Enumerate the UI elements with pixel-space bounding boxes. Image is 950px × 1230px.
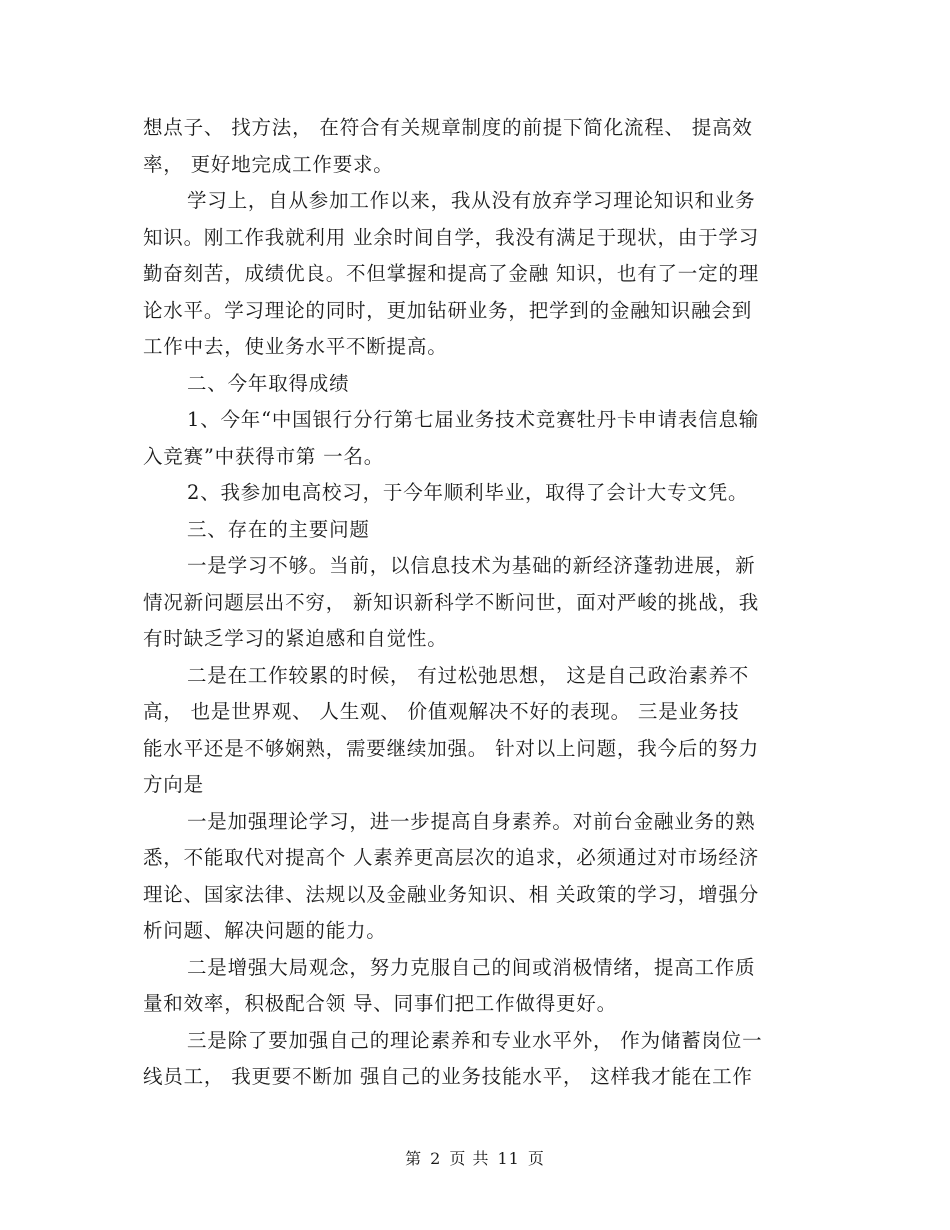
text-line-15: 有时缺乏学习的紧迫感和自觉性。 bbox=[143, 627, 448, 650]
footer-middle: 页 共 bbox=[449, 1149, 490, 1168]
text-line-2: 率， 更好地完成工作要求。 bbox=[143, 152, 394, 176]
total-pages-number: 11 bbox=[497, 1149, 520, 1168]
text-line-20: 一是加强理论学习，进一步提高自身素养。对前台金融业务的熟 bbox=[187, 809, 756, 833]
text-line-21: 悉，不能取代对提高个 人素养更高层次的追求，必须通过对市场经济 bbox=[143, 846, 759, 869]
text-line-4: 知识。刚工作我就利用 业余时间自学，我没有满足于现状，由于学习 bbox=[143, 225, 759, 249]
text-line-9: 1、今年“中国银行分行第七届业务技术竞赛牡丹卡申请表信息输 bbox=[187, 408, 760, 431]
text-line-7: 工作中去，使业务水平不断提高。 bbox=[143, 335, 448, 358]
section-heading-achievements: 二、今年取得成绩 bbox=[187, 371, 350, 395]
footer-prefix: 第 bbox=[405, 1149, 423, 1168]
text-line-13: 一是学习不够。当前，以信息技术为基础的新经济蓬勃进展，新 bbox=[187, 554, 756, 577]
text-line-14: 情况新问题层出不穷， 新知识新科学不断问世，面对严峻的挑战，我 bbox=[143, 590, 759, 614]
text-line-5: 勤奋刻苦，成绩优良。不但掌握和提高了金融 知识，也有了一定的理 bbox=[143, 262, 759, 285]
text-line-26: 三是除了要加强自己的理论素养和专业水平外， 作为储蓄岗位一 bbox=[187, 1028, 763, 1052]
text-line-6: 论水平。学习理论的同时，更加钻研业务，把学到的金融知识融会到 bbox=[143, 298, 753, 322]
section-heading-problems: 三、存在的主要问题 bbox=[187, 517, 370, 541]
text-line-10: 入竞赛”中获得市第 一名。 bbox=[143, 444, 385, 468]
text-line-25: 量和效率，积极配合领 导、同事们把工作做得更好。 bbox=[143, 992, 617, 1015]
text-line-1: 想点子、 找方法， 在符合有关规章制度的前提下简化流程、 提高效 bbox=[143, 116, 753, 139]
text-line-18: 能水平还是不够娴熟，需要继续加强。 针对以上问题，我今后的努力 bbox=[143, 736, 759, 760]
text-line-16: 二是在工作较累的时候， 有过松弛思想， 这是自己政治素养不 bbox=[187, 663, 750, 687]
text-line-24: 二是增强大局观念，努力克服自己的间或消极情绪，提高工作质 bbox=[187, 955, 756, 979]
text-line-17: 高， 也是世界观、 人生观、 价值观解决不好的表现。 三是业务技 bbox=[143, 700, 740, 723]
text-line-23: 析问题、解决问题的能力。 bbox=[143, 919, 387, 942]
text-line-19: 方向是 bbox=[143, 773, 204, 796]
footer-suffix: 页 bbox=[527, 1149, 545, 1168]
text-line-27: 线员工， 我更要不断加 强自己的业务技能水平， 这样我才能在工作 bbox=[143, 1065, 753, 1088]
document-body bbox=[143, 110, 807, 1096]
text-line-22: 理论、国家法律、法规以及金融业务知识、相 关政策的学习，增强分 bbox=[143, 882, 759, 906]
text-line-3: 学习上，自从参加工作以来，我从没有放弃学习理论知识和业务 bbox=[187, 189, 756, 212]
current-page-number: 2 bbox=[430, 1149, 442, 1168]
page-number-footer bbox=[0, 1146, 950, 1169]
text-line-11: 2、我参加电高校习，于今年顺利毕业，取得了会计大专文凭。 bbox=[187, 481, 749, 504]
